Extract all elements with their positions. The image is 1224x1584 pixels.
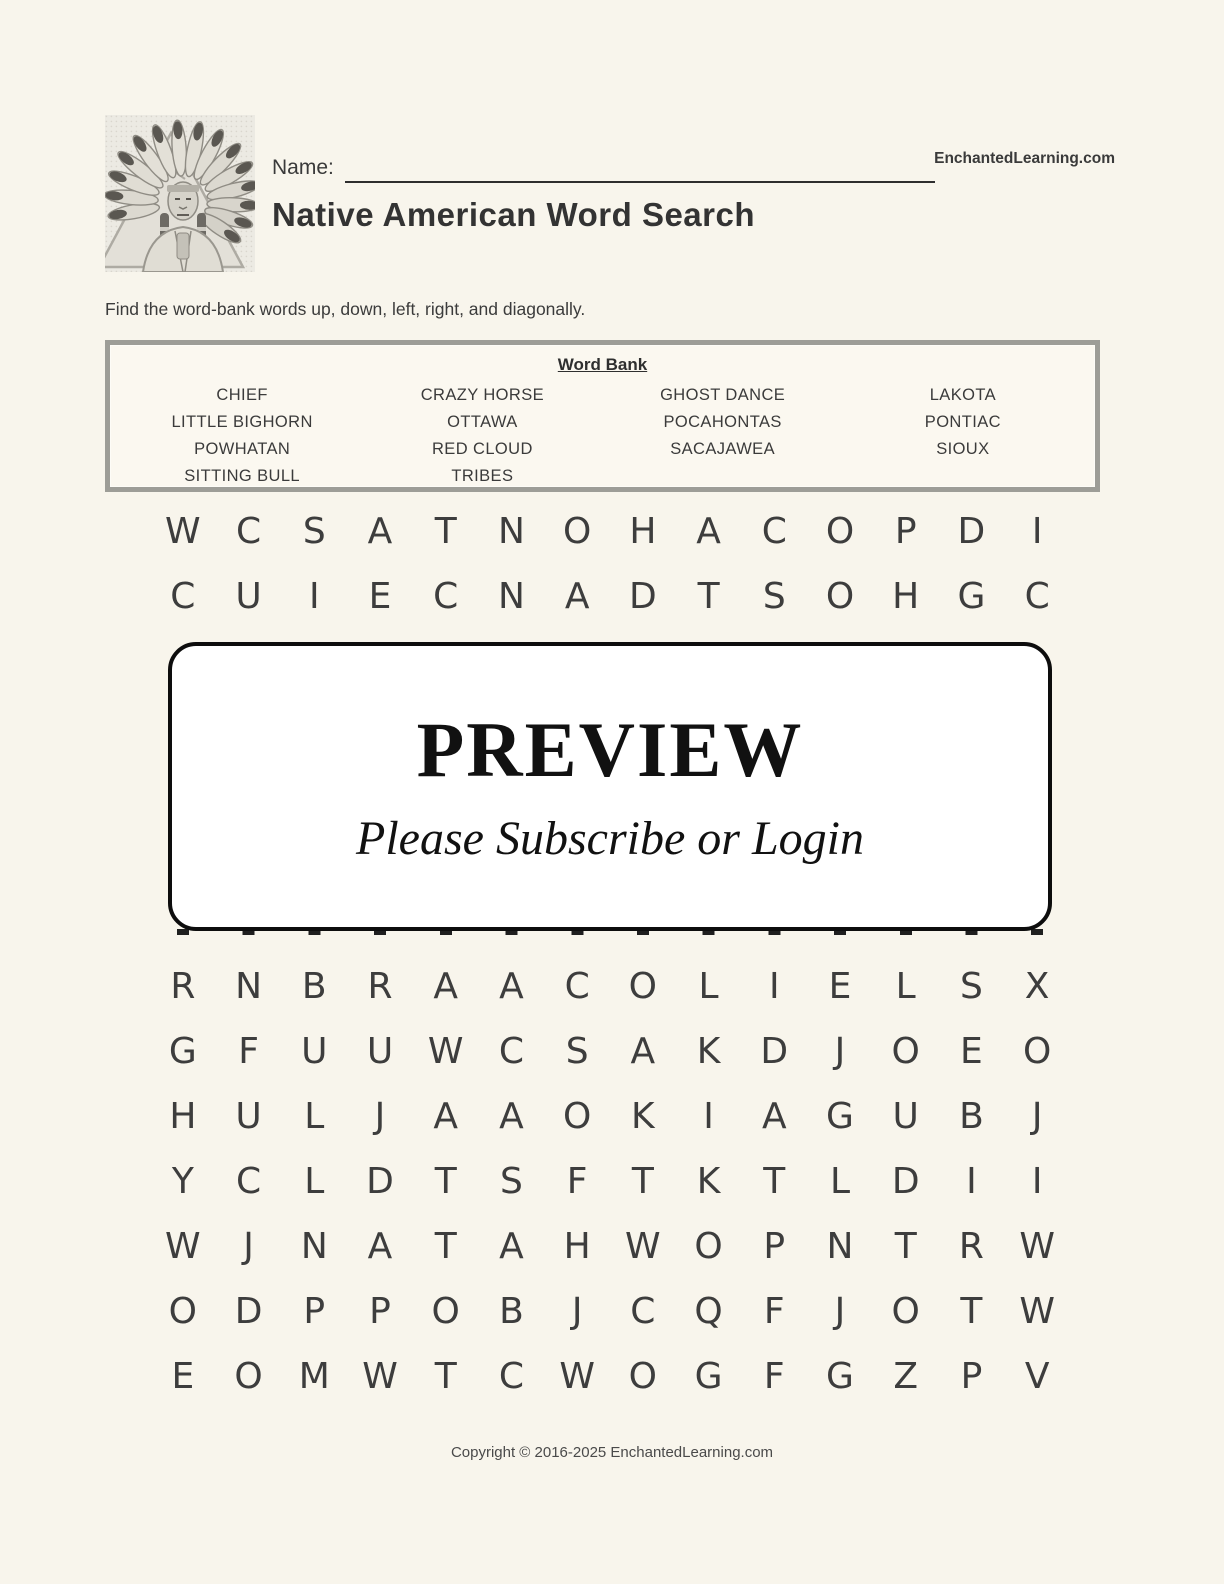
grid-letter: D: [891, 1161, 920, 1202]
grid-letter: O: [694, 1226, 723, 1267]
name-blank-line: [345, 160, 935, 183]
grid-letter: Q: [694, 1291, 723, 1332]
grid-letter: P: [303, 1291, 326, 1332]
grid-letter: O: [825, 511, 855, 552]
word-bank-word: POCAHONTAS: [663, 413, 782, 431]
word-bank-words: [110, 375, 1095, 490]
word-bank-word: SACAJAWEA: [670, 440, 775, 458]
grid-row: [150, 1019, 1070, 1084]
grid-letter: O: [628, 1356, 658, 1397]
grid-letter: A: [367, 1226, 393, 1267]
grid-letter: T: [960, 1291, 983, 1332]
word-bank-word: LITTLE BIGHORN: [171, 413, 313, 431]
grid-letter: U: [892, 1096, 919, 1137]
grid-letter: K: [696, 1031, 721, 1072]
grid-letter: N: [497, 511, 525, 552]
grid-letter: G: [826, 1096, 854, 1137]
grid-letter: O: [562, 511, 592, 552]
word-bank-word: SITTING BULL: [184, 467, 300, 485]
grid-letter: T: [631, 1161, 654, 1202]
grid-letter: C: [761, 511, 787, 552]
grid-letter: I: [308, 576, 320, 617]
grid-letter: L: [829, 1161, 851, 1202]
word-bank-title: Word Bank: [557, 355, 648, 374]
grid-letter: C: [1024, 576, 1050, 617]
grid-letter: O: [431, 1291, 460, 1332]
grid-letter: R: [170, 966, 196, 1007]
grid-letter: E: [960, 1031, 983, 1072]
grid-letter: U: [235, 576, 262, 617]
grid-letter: J: [834, 1291, 846, 1332]
word-bank-word: CRAZY HORSE: [420, 386, 545, 404]
grid-letter: N: [235, 966, 263, 1007]
grid-letter: X: [1024, 966, 1050, 1007]
preview-subscribe-login[interactable]: Please Subscribe or Login: [356, 811, 864, 865]
grid-letter: A: [433, 966, 459, 1007]
grid-letter: P: [763, 1226, 786, 1267]
copyright: Copyright © 2016-2025 EnchantedLearning.com: [450, 1444, 774, 1461]
grid-row: [150, 1279, 1070, 1344]
grid-letter: O: [1022, 1031, 1052, 1072]
grid-letter: U: [235, 1096, 262, 1137]
grid-row: [150, 1149, 1070, 1214]
grid-letter: J: [1031, 1096, 1043, 1137]
grid-letter: V: [1024, 1356, 1050, 1397]
grid-row: [150, 1084, 1070, 1149]
grid-letter: T: [434, 1226, 457, 1267]
word-bank-word: POWHATAN: [194, 440, 291, 458]
word-bank-column: [603, 382, 843, 490]
grid-letter: A: [499, 1226, 524, 1267]
grid-letter: S: [959, 966, 983, 1007]
grid-letter: C: [433, 576, 459, 617]
grid-letter: I: [1031, 1161, 1043, 1202]
grid-letter: O: [562, 1096, 592, 1137]
grid-letter: T: [697, 576, 720, 617]
grid-letter: C: [498, 1356, 524, 1397]
word-search-grid: [150, 499, 1070, 1409]
grid-letter: U: [301, 1031, 328, 1072]
name-label: Name:: [272, 156, 334, 179]
preview-heading: PREVIEW: [416, 705, 804, 793]
word-bank-word: TRIBES: [451, 467, 514, 485]
grid-letter: W: [559, 1356, 595, 1397]
grid-letter: W: [625, 1226, 661, 1267]
word-bank-word: PONTIAC: [924, 413, 1001, 431]
grid-letter: O: [628, 966, 658, 1007]
grid-letter: T: [434, 1356, 457, 1397]
grid-row: [150, 1344, 1070, 1409]
grid-letter: U: [366, 1031, 394, 1072]
grid-letter: E: [828, 966, 852, 1007]
grid-letter: O: [825, 576, 855, 617]
sitting-bull-photo-icon: [105, 115, 255, 272]
grid-letter: N: [826, 1226, 854, 1267]
grid-letter: I: [1031, 511, 1043, 552]
grid-letter: O: [168, 1291, 198, 1332]
grid-row: [150, 499, 1070, 564]
grid-letter: H: [892, 576, 920, 617]
grid-letter: W: [362, 1356, 398, 1397]
grid-letter: Y: [171, 1161, 194, 1202]
grid-letter: N: [497, 576, 525, 617]
grid-letter: D: [760, 1031, 789, 1072]
word-bank-word: LAKOTA: [929, 386, 997, 404]
grid-letter: O: [234, 1356, 263, 1397]
grid-letter: T: [763, 1161, 786, 1202]
grid-letter: P: [960, 1356, 983, 1397]
grid-letter: S: [565, 1031, 589, 1072]
grid-letter: W: [1019, 1291, 1055, 1332]
grid-letter: P: [369, 1291, 391, 1332]
grid-letter: A: [499, 1096, 524, 1137]
grid-letter: L: [895, 966, 916, 1007]
grid-letter: G: [168, 1031, 197, 1072]
grid-letter: H: [169, 1096, 197, 1137]
grid-letter: C: [630, 1291, 656, 1332]
word-bank-word: GHOST DANCE: [660, 386, 786, 404]
grid-row: [150, 954, 1070, 1019]
grid-letter: L: [304, 1161, 325, 1202]
grid-letter: B: [301, 966, 327, 1007]
grid-letter: P: [894, 511, 917, 552]
grid-letter: C: [564, 966, 590, 1007]
grid-letter: C: [498, 1031, 524, 1072]
grid-letter: S: [302, 511, 326, 552]
grid-letter: H: [629, 511, 657, 552]
grid-letter: I: [768, 966, 780, 1007]
grid-letter: A: [696, 511, 721, 552]
grid-letter: H: [563, 1226, 591, 1267]
grid-letter: K: [631, 1096, 655, 1137]
grid-letter: F: [238, 1031, 259, 1072]
grid-letter: B: [499, 1291, 524, 1332]
word-bank: [105, 340, 1100, 492]
preview-overlay[interactable]: [168, 642, 1052, 931]
grid-letter: C: [235, 1161, 262, 1202]
grid-letter: J: [571, 1291, 583, 1332]
page-title: Native American Word Search: [272, 196, 756, 233]
grid-letter: A: [499, 966, 524, 1007]
instructions-text: Find the word-bank words up, down, left, right, and diagonally.: [105, 299, 586, 319]
grid-letter: E: [368, 576, 392, 617]
grid-letter: D: [234, 1291, 263, 1332]
grid-letter: I: [966, 1161, 977, 1202]
grid-letter: O: [891, 1031, 920, 1072]
grid-letter: K: [696, 1161, 721, 1202]
grid-letter: F: [566, 1161, 588, 1202]
grid-row: [150, 564, 1070, 629]
grid-letter: D: [628, 576, 657, 617]
grid-letter: G: [826, 1356, 854, 1397]
grid-letter: R: [367, 966, 393, 1007]
grid-letter: L: [304, 1096, 325, 1137]
grid-letter: F: [763, 1356, 785, 1397]
grid-letter: J: [243, 1226, 254, 1267]
grid-letter: N: [300, 1226, 328, 1267]
grid-letter: G: [957, 576, 986, 617]
grid-letter: T: [434, 511, 457, 552]
grid-letter: O: [891, 1291, 920, 1332]
grid-letter: J: [834, 1031, 846, 1072]
grid-letter: A: [367, 511, 393, 552]
grid-letter: E: [171, 1356, 195, 1397]
grid-letter: C: [235, 511, 262, 552]
word-bank-column: [362, 382, 602, 490]
word-bank-word: OTTAWA: [447, 413, 518, 431]
grid-letter: T: [894, 1226, 917, 1267]
word-bank-column: [843, 382, 1083, 490]
grid-letter: D: [957, 511, 986, 552]
grid-letter: W: [1019, 1226, 1055, 1267]
grid-letter: Z: [893, 1356, 919, 1397]
grid-letter: I: [703, 1096, 714, 1137]
word-bank-word: RED CLOUD: [431, 440, 533, 458]
word-bank-word: SIOUX: [936, 440, 990, 458]
grid-letter: A: [564, 576, 590, 617]
grid-letter: T: [434, 1161, 457, 1202]
grid-letter: M: [298, 1356, 330, 1397]
grid-letter: F: [763, 1291, 785, 1332]
grid-row: [150, 1214, 1070, 1279]
grid-letter: A: [761, 1096, 787, 1137]
grid-letter: D: [366, 1161, 394, 1202]
grid-letter: W: [427, 1031, 464, 1072]
grid-letter: W: [165, 511, 201, 552]
grid-letter: S: [762, 576, 786, 617]
grid-letter: W: [165, 1226, 201, 1267]
grid-letter: C: [170, 576, 196, 617]
word-bank-column: [122, 382, 362, 490]
grid-letter: J: [374, 1096, 386, 1137]
grid-letter: L: [698, 966, 719, 1007]
grid-letter: A: [433, 1096, 459, 1137]
grid-letter: B: [959, 1096, 984, 1137]
site-name: EnchantedLearning.com: [934, 150, 1115, 167]
grid-letter: R: [958, 1226, 984, 1267]
grid-letter: G: [694, 1356, 723, 1397]
word-bank-word: CHIEF: [216, 386, 268, 404]
grid-letter: A: [630, 1031, 656, 1072]
grid-letter: S: [499, 1161, 523, 1202]
